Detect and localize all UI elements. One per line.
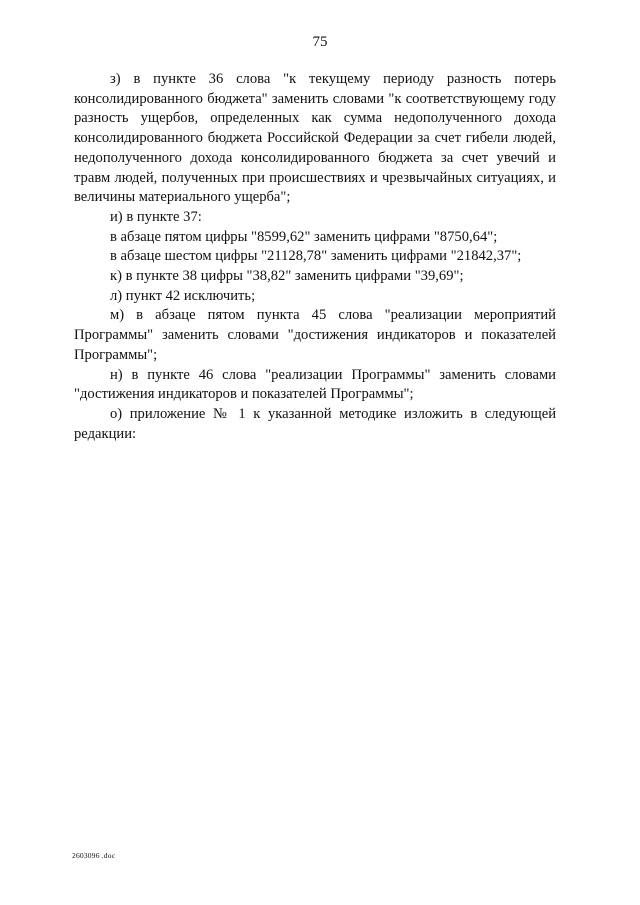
- footer-file-name: 2603096 .doc: [72, 851, 116, 860]
- paragraph-m: м) в абзаце пятом пункта 45 слова "реализации мероприятий Программы" заменить словами "достижения индикаторов и показателей Программы";: [74, 307, 556, 363]
- paragraph-o: о) приложение № 1 к указанной методике изложить в следующей редакции:: [74, 405, 556, 442]
- paragraph-i: и) в пункте 37:: [110, 208, 202, 225]
- page-number: 75: [312, 34, 328, 50]
- paragraph-l: л) пункт 42 исключить;: [110, 287, 256, 304]
- paragraph-n: н) в пункте 46 слова "реализации Программы" заменить словами "достижения индикаторов и показателей Программы";: [74, 366, 556, 403]
- paragraph-i-abzac-5: в абзаце пятом цифры "8599,62" заменить цифрами "8750,64";: [110, 228, 498, 245]
- paragraph-z: з) в пункте 36 слова "к текущему периоду разность потерь консолидированного бюджета" заменить словами "к соответствующему году разность ущербов, определенных как сумма недополученного дохода консолидированного бюджета Российской Федерации за счет гибели людей, недополученного дохода консолидированного бюджета за счет увечий и травм людей, полученных при происшествиях и чрезвычайных ситуациях, и величины материального ущерба";: [74, 71, 556, 206]
- paragraph-i-abzac-6: в абзаце шестом цифры "21128,78" заменить цифрами "21842,37";: [110, 248, 522, 265]
- paragraph-k: к) в пункте 38 цифры "38,82" заменить цифрами "39,69";: [110, 268, 464, 285]
- document-body: [74, 70, 556, 444]
